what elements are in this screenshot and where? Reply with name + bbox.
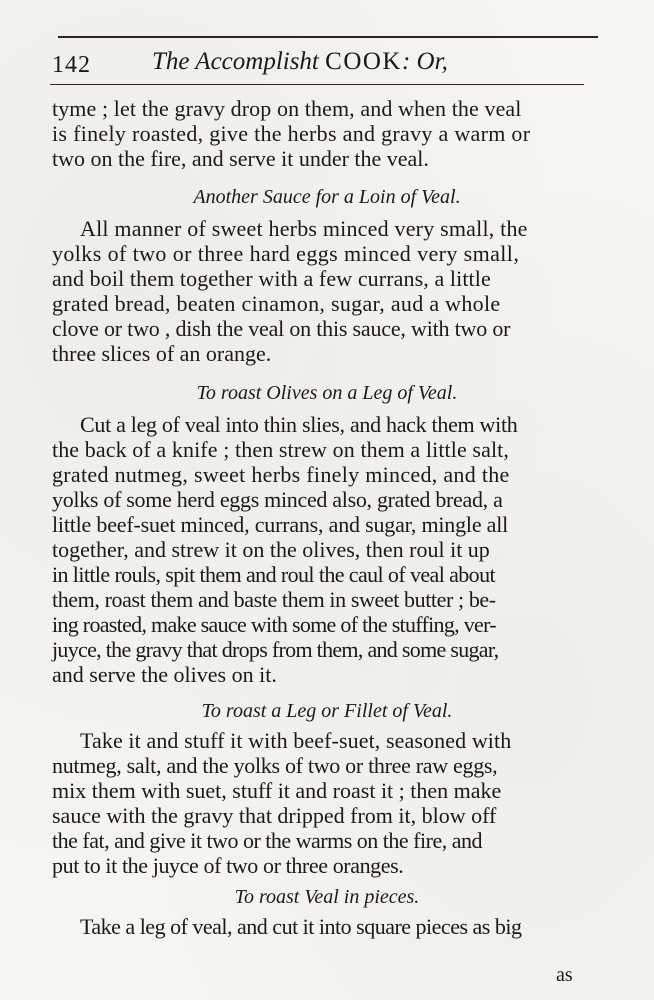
- section-heading: Another Sauce for a Loin of Veal.: [193, 186, 461, 208]
- running-head-caps: COOK: [325, 48, 402, 75]
- text-line: put to it the juyce of two or three oranges.: [52, 853, 404, 878]
- text-line: little beef-suet minced, currans, and sugar, mingle all: [52, 512, 509, 537]
- text-line: and serve the olives on it.: [52, 662, 277, 687]
- text-line: two on the fire, and serve it under the veal.: [52, 146, 429, 171]
- section-heading: To roast a Leg or Fillet of Veal.: [201, 700, 453, 722]
- text-line: together, and strew it on the olives, then roul it up: [52, 537, 490, 562]
- section-heading: To roast Olives on a Leg of Veal.: [196, 382, 458, 404]
- text-line: sauce with the gravy that dripped from it, blow off: [52, 803, 497, 828]
- continuation-paragraph: [52, 96, 592, 171]
- running-head: [152, 48, 448, 76]
- text-line: grated bread, beaten cinamon, sugar, aud a whole: [52, 291, 501, 316]
- section-heading: To roast Veal in pieces.: [234, 886, 420, 908]
- text-line: grated nutmeg, sweet herbs finely minced, and the: [52, 462, 510, 487]
- text-line: yolks of some herd eggs minced also, grated bread, a: [52, 487, 503, 512]
- text-line: All manner of sweet herbs minced very small, the: [80, 216, 528, 241]
- text-line: the back of a knife ; then strew on them a little salt,: [52, 437, 509, 462]
- text-line: Take it and stuff it with beef-suet, seasoned with: [80, 728, 512, 753]
- text-line: clove or two , dish the veal on this sauce, with two or: [52, 316, 511, 341]
- recipe-paragraph: [52, 216, 592, 366]
- recipe-paragraph: [52, 728, 592, 878]
- recipe-paragraph: [52, 914, 592, 939]
- text-line: nutmeg, salt, and the yolks of two or three raw eggs,: [52, 753, 498, 778]
- text-line: Take a leg of veal, and cut it into square pieces as big: [80, 914, 522, 939]
- page-number: 142: [52, 52, 91, 78]
- text-line: the fat, and give it two or the warms on the fire, and: [52, 828, 482, 853]
- top-border-rule: [58, 36, 598, 38]
- recipe-paragraph: [52, 412, 592, 687]
- running-head-italic: The Accomplisht: [152, 48, 319, 75]
- catchword: as: [556, 964, 573, 986]
- text-line: in little rouls, spit them and roul the caul of veal about: [52, 562, 495, 587]
- text-line: tyme ; let the gravy drop on them, and when the veal: [52, 96, 522, 121]
- running-head-suffix: : Or,: [401, 48, 448, 75]
- header-rule: [50, 84, 584, 85]
- text-line: and boil them together with a few currans, a little: [52, 266, 491, 291]
- text-line: ing roasted, make sauce with some of the stuffing, ver-: [52, 612, 496, 637]
- text-line: juyce, the gravy that drops from them, and some sugar,: [52, 637, 499, 662]
- page-header: [52, 46, 592, 80]
- text-line: three slices of an orange.: [52, 341, 272, 366]
- text-line: yolks of two or three hard eggs minced very small,: [52, 241, 520, 266]
- text-line: mix them with suet, stuff it and roast it ; then make: [52, 778, 502, 803]
- text-line: them, roast them and baste them in sweet butter ; be-: [52, 587, 496, 612]
- text-line: Cut a leg of veal into thin slies, and hack them with: [80, 412, 518, 437]
- text-line: is finely roasted, give the herbs and gravy a warm or: [52, 121, 531, 146]
